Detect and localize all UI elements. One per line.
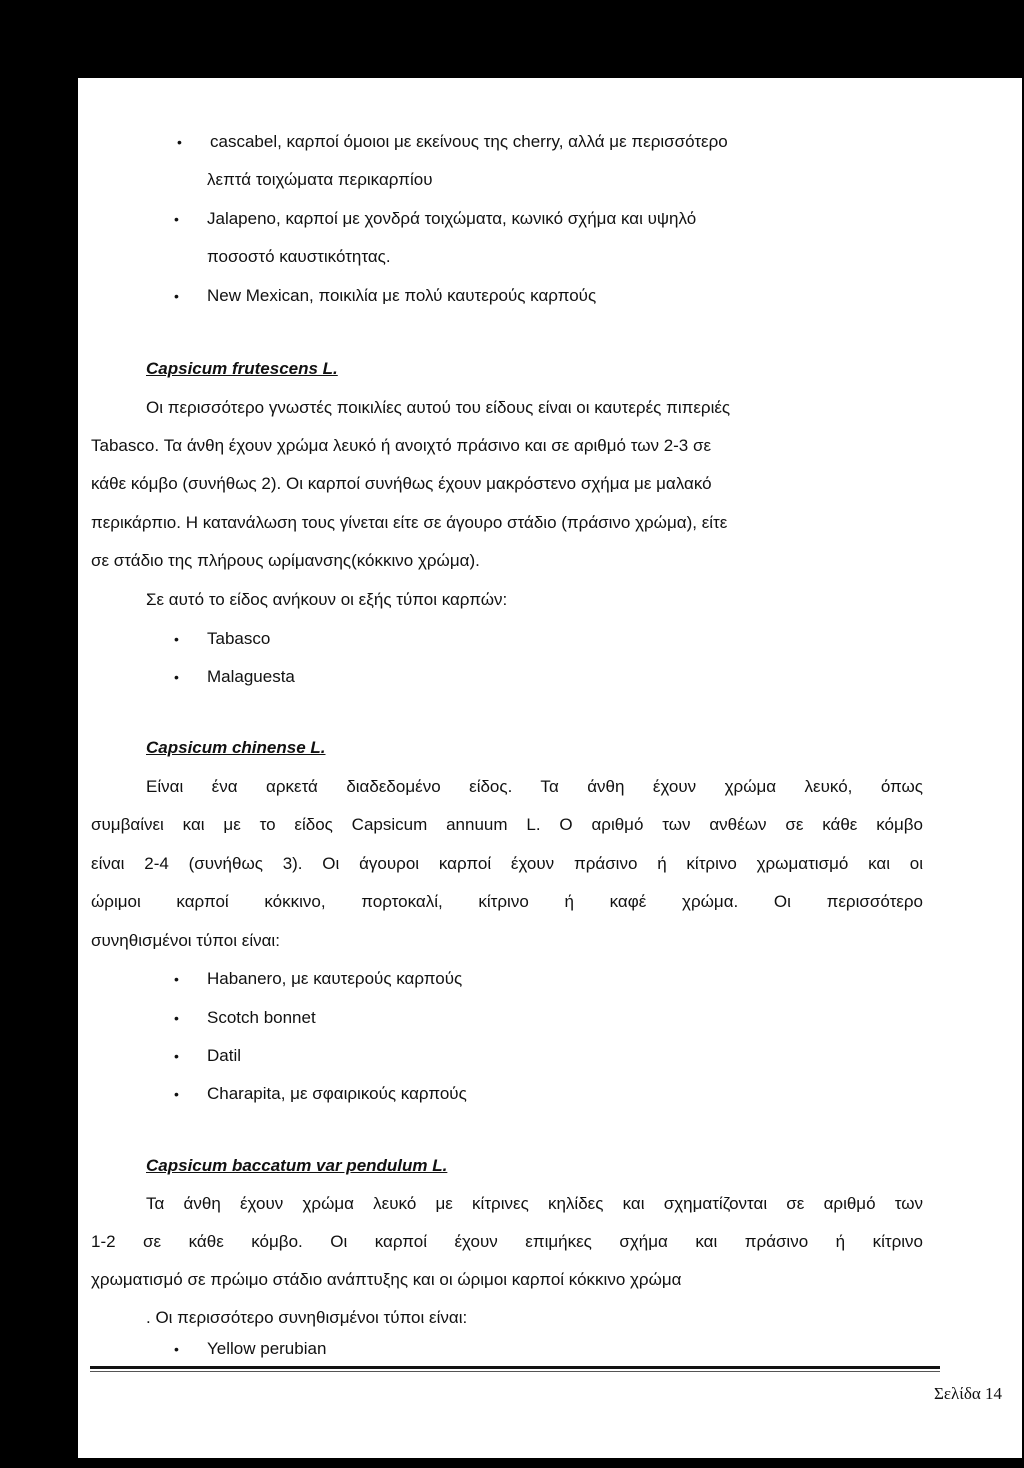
- paragraph-line: Σε αυτό το είδος ανήκουν οι εξής τύποι καρπών:: [146, 590, 508, 609]
- bullet-item: • Charapita, με σφαιρικούς καρπούς: [207, 1083, 467, 1105]
- paragraph-line: συνηθισμένοι τύποι είναι:: [91, 931, 280, 950]
- bullet-item: • Yellow perubian: [207, 1338, 326, 1360]
- footer-rule-thin: [90, 1371, 940, 1372]
- bullet-item: • Tabasco: [207, 628, 270, 650]
- bullet-item: • cascabel, καρποί όμοιοι με εκείνους της cherry, αλλά με περισσότερο: [210, 131, 925, 153]
- section-heading: Capsicum baccatum var pendulum L.: [146, 1156, 448, 1175]
- paragraph-line: . Οι περισσότερο συνηθισμένοι τύποι είναι:: [146, 1308, 468, 1327]
- bullet-item: • Scotch bonnet: [207, 1007, 316, 1029]
- paragraph-line: Είναι ένα αρκετά διαδεδομένο είδος. Τα άνθη έχουν χρώμα λευκό, όπως: [146, 777, 923, 796]
- bullet-item: • Malaguesta: [207, 666, 295, 688]
- bullet-item-continuation: λεπτά τοιχώματα περικαρπίου: [207, 170, 433, 189]
- page-number: Σελίδα 14: [933, 1384, 1002, 1403]
- paragraph-line: Tabasco. Τα άνθη έχουν χρώμα λευκό ή ανοιχτό πράσινο και σε αριθμό των 2-3 σε: [91, 436, 712, 455]
- footer-region: [0, 80, 1024, 1468]
- paragraph-line: σε στάδιο της πλήρους ωρίμανσης(κόκκινο χρώμα).: [91, 551, 480, 570]
- paragraph-line: ώριμοι καρποί κόκκινο, πορτοκαλί, κίτρινο ή καφέ χρώμα. Οι περισσότερο: [91, 892, 923, 911]
- bullet-item-continuation: ποσοστό καυστικότητας.: [207, 247, 391, 266]
- paragraph-line: χρωματισμό σε πρώιμο στάδιο ανάπτυξης και οι ώριμοι καρποί κόκκινο χρώμα: [91, 1270, 682, 1289]
- paragraph-line: Οι περισσότερο γνωστές ποικιλίες αυτού του είδους είναι οι καυτερές πιπεριές: [146, 398, 731, 417]
- paragraph-line: 1-2 σε κάθε κόμβο. Οι καρποί έχουν επιμήκες σχήμα και πράσινο ή κίτρινο: [91, 1232, 923, 1251]
- bullet-item: • New Mexican, ποικιλία με πολύ καυτερούς καρπούς: [207, 285, 596, 307]
- paragraph-line: Τα άνθη έχουν χρώμα λευκό με κίτρινες κηλίδες και σχηματίζονται σε αριθμό των: [146, 1194, 923, 1213]
- section-heading: Capsicum chinense L.: [146, 738, 326, 757]
- paragraph-line: κάθε κόμβο (συνήθως 2). Οι καρποί συνήθως έχουν μακρόστενο σχήμα με μαλακό: [91, 474, 712, 493]
- bullet-item: • Datil: [207, 1045, 241, 1067]
- bullet-item: • Jalapeno, καρποί με χονδρά τοιχώματα, κωνικό σχήμα και υψηλό: [207, 208, 925, 230]
- paragraph-line: περικάρπιο. Η κατανάλωση τους γίνεται είτε σε άγουρο στάδιο (πράσινο χρώμα), είτε: [91, 513, 728, 532]
- paragraph-line: συμβαίνει και με το είδος Capsicum annuum L. Ο αριθμό των ανθέων σε κάθε κόμβο: [91, 815, 923, 834]
- section-heading: Capsicum frutescens L.: [146, 359, 338, 378]
- footer-rule: [90, 1366, 940, 1369]
- paragraph-line: είναι 2-4 (συνήθως 3). Οι άγουροι καρποί έχουν πράσινο ή κίτρινο χρωματισμό και οι: [91, 854, 923, 873]
- bullet-item: • Habanero, με καυτερούς καρπούς: [207, 968, 462, 990]
